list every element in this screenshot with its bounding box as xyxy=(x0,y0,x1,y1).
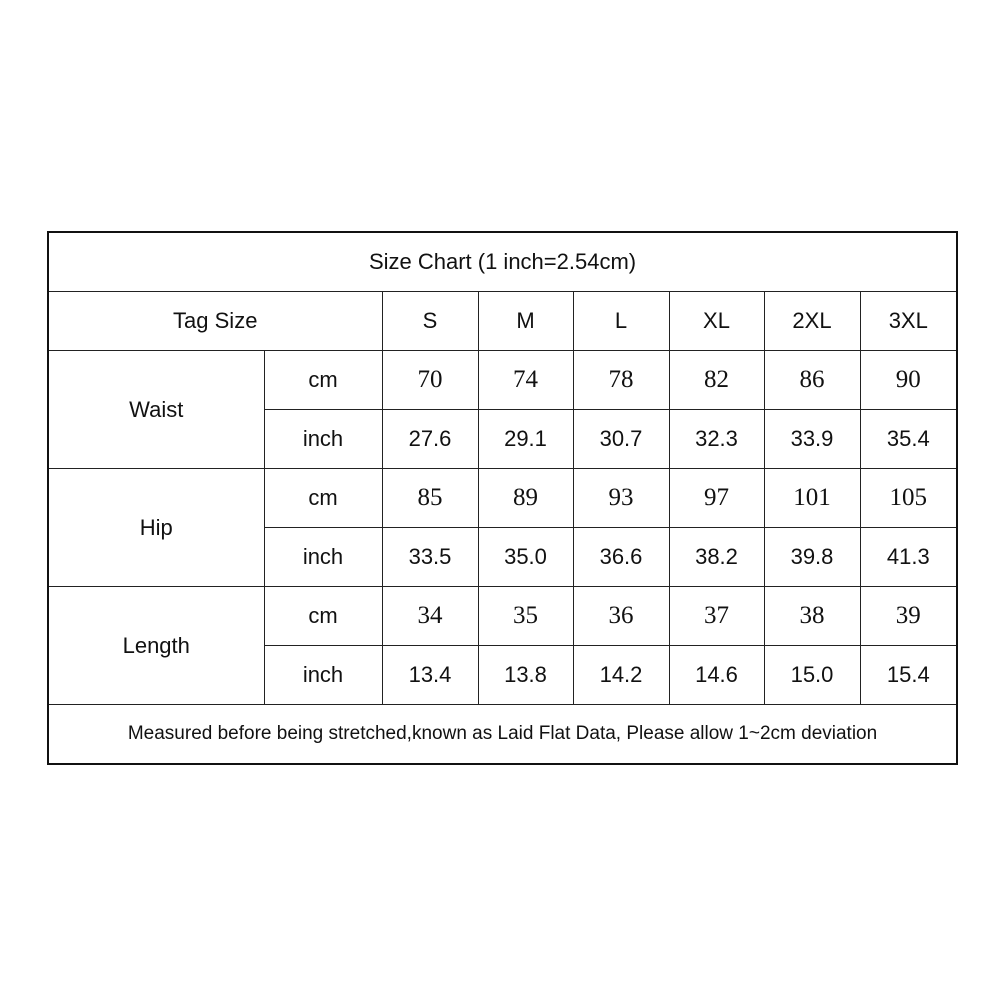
table-cell: 14.6 xyxy=(669,646,764,705)
table-cell: 74 xyxy=(478,351,573,410)
table-cell: 82 xyxy=(669,351,764,410)
table-cell: 34 xyxy=(382,587,478,646)
size-header-3xl: 3XL xyxy=(860,292,957,351)
size-chart-table xyxy=(47,231,958,765)
table-cell: 37 xyxy=(669,587,764,646)
measurement-note: Measured before being stretched,known as Laid Flat Data, Please allow 1~2cm deviation xyxy=(48,705,957,765)
table-cell: 14.2 xyxy=(573,646,669,705)
table-cell: 97 xyxy=(669,469,764,528)
unit-label: inch xyxy=(264,646,382,705)
table-cell: 36 xyxy=(573,587,669,646)
unit-label: cm xyxy=(264,351,382,410)
table-cell: 13.8 xyxy=(478,646,573,705)
unit-label: cm xyxy=(264,587,382,646)
table-cell: 38 xyxy=(764,587,860,646)
table-cell: 32.3 xyxy=(669,410,764,469)
table-cell: 38.2 xyxy=(669,528,764,587)
table-cell: 35 xyxy=(478,587,573,646)
note-row xyxy=(48,705,957,765)
table-cell: 30.7 xyxy=(573,410,669,469)
table-cell: 33.9 xyxy=(764,410,860,469)
table-cell: 41.3 xyxy=(860,528,957,587)
table-cell: 33.5 xyxy=(382,528,478,587)
size-header-xl: XL xyxy=(669,292,764,351)
table-cell: 15.4 xyxy=(860,646,957,705)
size-header-2xl: 2XL xyxy=(764,292,860,351)
tag-size-header: Tag Size xyxy=(48,292,382,351)
table-cell: 86 xyxy=(764,351,860,410)
table-row xyxy=(48,587,957,646)
table-cell: 27.6 xyxy=(382,410,478,469)
chart-title: Size Chart (1 inch=2.54cm) xyxy=(48,232,957,292)
table-cell: 39.8 xyxy=(764,528,860,587)
unit-label: cm xyxy=(264,469,382,528)
table-cell: 105 xyxy=(860,469,957,528)
table-cell: 36.6 xyxy=(573,528,669,587)
table-cell: 35.4 xyxy=(860,410,957,469)
unit-label: inch xyxy=(264,410,382,469)
table-cell: 39 xyxy=(860,587,957,646)
size-header-l: L xyxy=(573,292,669,351)
measurement-name-waist: Waist xyxy=(48,351,264,469)
measurement-name-length: Length xyxy=(48,587,264,705)
table-cell: 90 xyxy=(860,351,957,410)
size-header-m: M xyxy=(478,292,573,351)
header-row xyxy=(48,292,957,351)
table-cell: 85 xyxy=(382,469,478,528)
table-cell: 15.0 xyxy=(764,646,860,705)
table-cell: 93 xyxy=(573,469,669,528)
unit-label: inch xyxy=(264,528,382,587)
title-row xyxy=(48,232,957,292)
table-cell: 70 xyxy=(382,351,478,410)
table-cell: 101 xyxy=(764,469,860,528)
table-cell: 13.4 xyxy=(382,646,478,705)
table-cell: 35.0 xyxy=(478,528,573,587)
table-cell: 29.1 xyxy=(478,410,573,469)
table-cell: 89 xyxy=(478,469,573,528)
table-row xyxy=(48,351,957,410)
table-cell: 78 xyxy=(573,351,669,410)
measurement-name-hip: Hip xyxy=(48,469,264,587)
table-row xyxy=(48,469,957,528)
size-header-s: S xyxy=(382,292,478,351)
